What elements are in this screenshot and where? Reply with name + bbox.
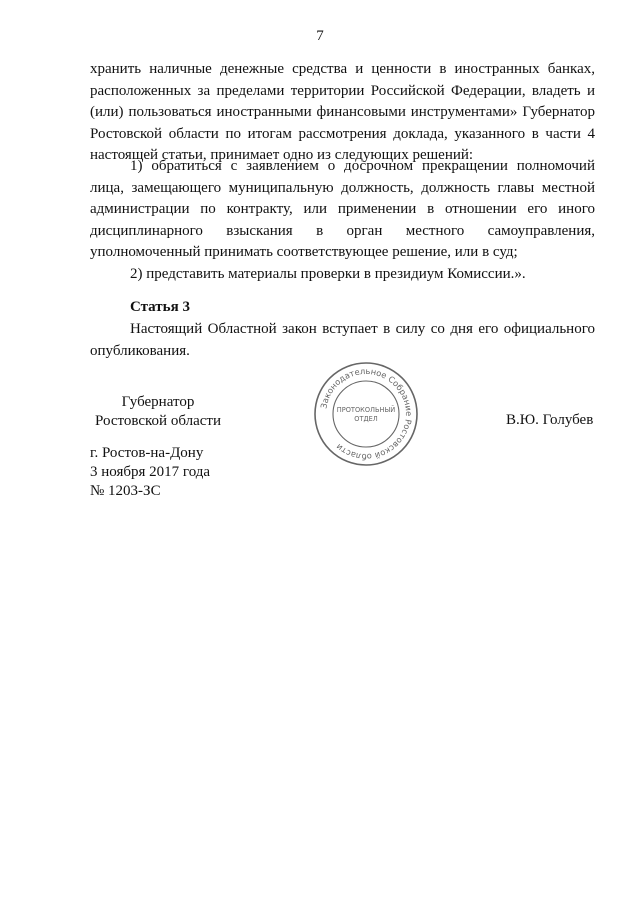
seal-outer-ring — [315, 363, 417, 465]
governor-title-line-2: Ростовской области — [95, 413, 221, 429]
governor-name: В.Ю. Голубев — [506, 412, 594, 428]
place-date-block — [90, 444, 210, 501]
seal-center-line-1: ПРОТОКОЛЬНЫЙ — [336, 406, 396, 414]
seal-ring-textpath: Законодательное Собрание Ростовской области — [318, 365, 415, 463]
governor-title-line-1: Губернатор — [121, 394, 195, 410]
paragraph-article-3: Настоящий Областной закон вступает в силу со дня его официального опубликования. — [90, 321, 595, 359]
city: г. Ростов-на-Дону — [90, 445, 204, 461]
seal-inner-ring — [333, 381, 399, 447]
law-date: 3 ноября 2017 года — [90, 464, 211, 480]
paragraph-option-1: 1) обратиться с заявлением о досрочном прекращении полномочий лица, замещающего муниципальную должность, должность главы местной администрации по контракту, или применении в отношении его иного дисциплинарного взыскания в орган местного самоуправления, уполномоченный принимать соответствующее решение, или в суд; — [90, 158, 595, 260]
governor-title — [88, 393, 228, 431]
paragraph-continuation: хранить наличные денежные средства и ценности в иностранных банках, расположенных за пределами территории Российской Федерации, владеть и (или) пользоваться иностранными финансовыми инструментами» Губернатор Ростовской области по итогам рассмотрения доклада, указанного в части 4 настоящей статьи, принимает одно из следующих решений: — [90, 61, 595, 163]
seal-stamp — [312, 360, 420, 468]
article-title: Статья 3 — [130, 299, 190, 315]
page-number: 7 — [316, 28, 324, 44]
seal-center-line-2: ОТДЕЛ — [354, 415, 378, 423]
law-number: № 1203-ЗС — [90, 483, 161, 499]
paragraph-option-2: 2) представить материалы проверки в президиум Комиссии.». — [130, 266, 526, 282]
